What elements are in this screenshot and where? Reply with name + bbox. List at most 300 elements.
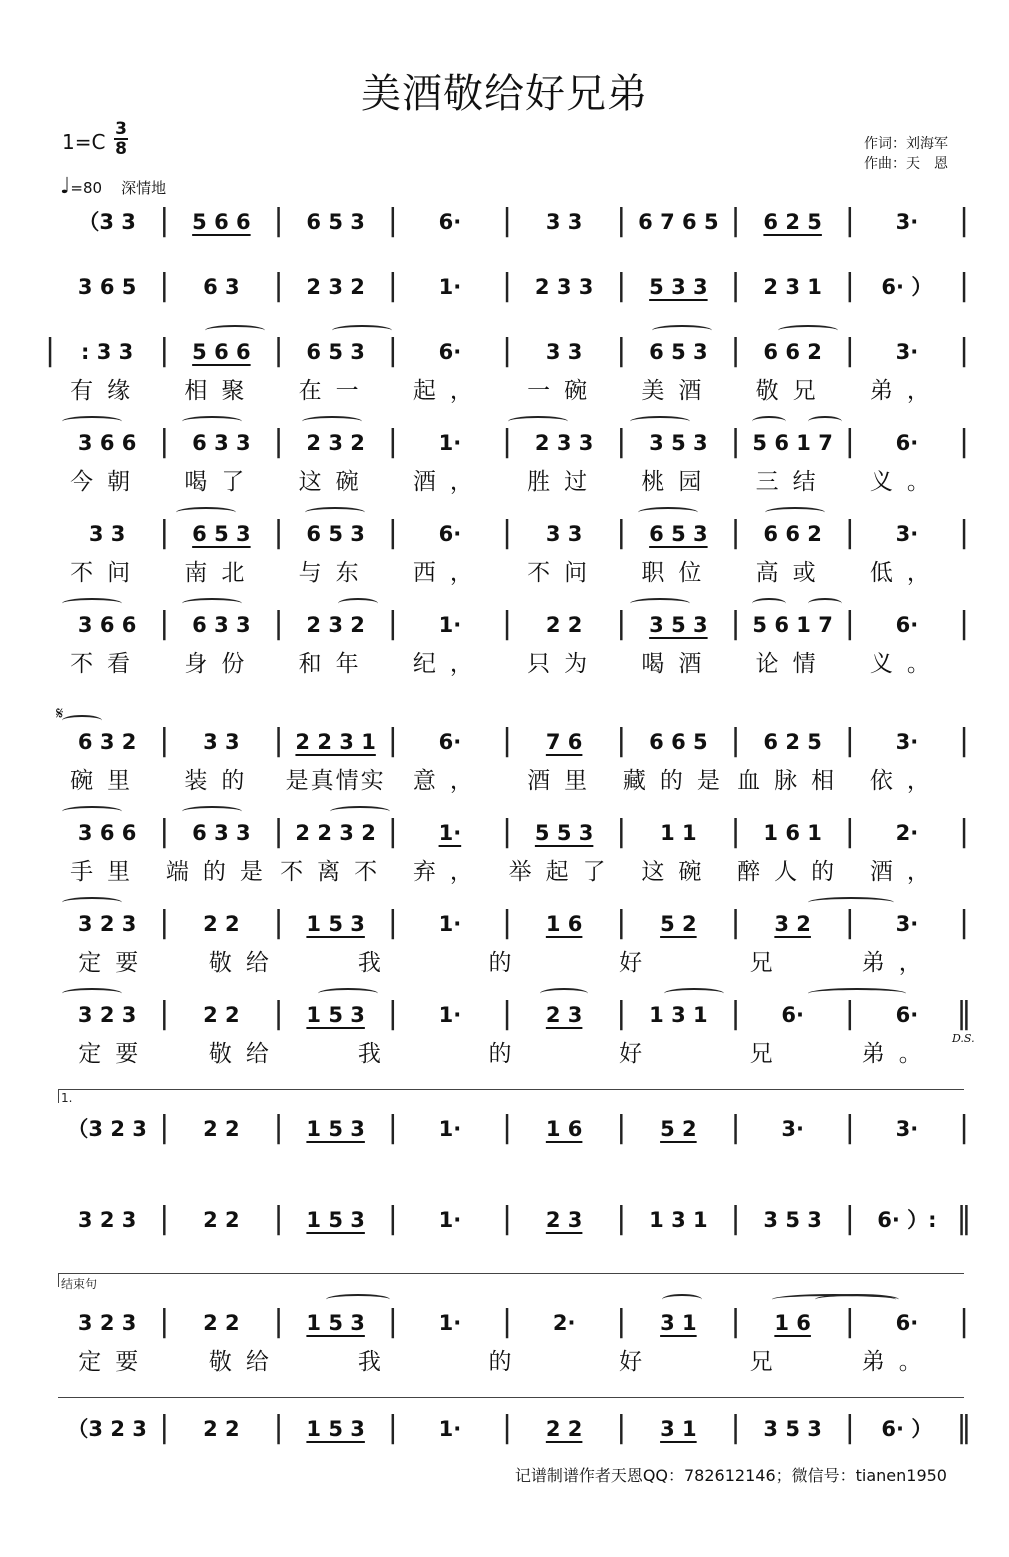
measure-notes: 6 5 3 (306, 522, 365, 546)
notation-row (0, 995, 1009, 1035)
measure-notes: 3· (781, 1117, 804, 1141)
lyric-word: 酒里 (527, 768, 602, 794)
measure-notes: 1· (438, 912, 462, 936)
bar-line: | (616, 268, 627, 303)
bar-line: | (159, 333, 170, 368)
measure-notes: 5 6 1 7 (752, 613, 833, 637)
slur-arc (62, 598, 122, 609)
measure-notes: 2 3 3 (534, 275, 594, 299)
measure-notes: 3 3 (88, 522, 126, 546)
bar-line: | (616, 1304, 627, 1339)
bar-line: | (501, 203, 513, 238)
slur-arc (302, 416, 362, 427)
slur-arc (182, 806, 242, 817)
measure-notes: 1 5 3 (306, 912, 365, 936)
bar-line: | (273, 333, 284, 368)
slur-arc (765, 507, 825, 518)
bar-line: | (159, 1110, 170, 1145)
bar-line: | (44, 333, 56, 368)
measure-notes: 2 2 (203, 1417, 240, 1441)
bar-line: | (387, 606, 398, 641)
lyric-word: 弟， (869, 378, 944, 404)
bar-line: | (273, 996, 284, 1031)
lyric-word: 醉人的 (737, 859, 849, 885)
lyric-word: 是真情实 (285, 768, 386, 794)
ending-label: 结束句 (61, 1277, 98, 1291)
time-signature-top: 3 (115, 119, 127, 139)
measure-notes: 3 6 6 (77, 821, 137, 845)
bar-line: | (730, 333, 741, 368)
credits (864, 134, 948, 174)
bar-line: | (616, 1410, 627, 1445)
lyric-word: 胜过 (527, 469, 602, 495)
notation-row (0, 722, 1009, 762)
measure-notes: 6 3 (203, 275, 240, 299)
bar-line: | (616, 1201, 627, 1236)
ending-bracket-line (58, 1273, 964, 1274)
slur-arc (62, 897, 122, 908)
bar-line: | (501, 1304, 513, 1339)
bar-line: | (958, 723, 970, 758)
time-signature (114, 120, 128, 158)
measure-notes: 6 5 3 (306, 340, 365, 364)
bar-line: | (387, 424, 398, 459)
measure-notes: 7 6 (545, 730, 583, 754)
measure-notes: 3· (895, 340, 919, 364)
notation-row (0, 267, 1009, 307)
measure-notes: 2 2 (203, 912, 240, 936)
bar-line: | (501, 1410, 513, 1445)
lyric-word: 今朝 (70, 469, 145, 495)
measure-notes: 2 3 1 (763, 275, 822, 299)
notation-row (0, 813, 1009, 853)
measure-notes: 3· (895, 912, 919, 936)
bar-line: | (273, 1201, 284, 1236)
lyric-word: 不问 (70, 560, 145, 586)
measure-notes: 5 6 6 (192, 340, 251, 364)
bar-line: | (616, 203, 627, 238)
measure-notes: 2 2 (545, 1417, 583, 1441)
lyric-word: 的 (488, 950, 526, 976)
bar-line: | (616, 723, 627, 758)
bar-line: | (387, 723, 398, 758)
bar-line: | (616, 515, 627, 550)
lyric-word: 弃， (412, 859, 487, 885)
bar-line: | (844, 333, 855, 368)
bar-line: | (159, 905, 170, 940)
measure-notes: 6· (438, 522, 462, 546)
measure-notes: 6· (895, 1311, 919, 1335)
measure-notes: 6· (438, 340, 462, 364)
bar-line: | (273, 1410, 284, 1445)
slur-arc (305, 507, 365, 518)
measure-notes: 2 3 2 (306, 613, 365, 637)
slur-arc (176, 507, 236, 518)
bar-line: | (273, 515, 284, 550)
lyric-word: 义。 (869, 469, 944, 495)
lyric-word: 西， (412, 560, 487, 586)
notation-row (0, 605, 1009, 645)
measure-notes: 6· (895, 1003, 919, 1027)
measure-notes: 3 6 6 (77, 613, 137, 637)
bar-line: | (616, 1110, 627, 1145)
bar-line: | (730, 1110, 741, 1145)
measure-notes: 1· (438, 613, 462, 637)
slur-arc (182, 598, 242, 609)
bar-line: | (501, 268, 513, 303)
slur-arc (330, 806, 390, 817)
bar-line: | (387, 1410, 398, 1445)
bar-line: | (616, 333, 627, 368)
measure-notes: 1· (438, 821, 462, 845)
lyric-word: 义。 (869, 651, 944, 677)
slur-arc (338, 598, 378, 609)
slur-arc (508, 416, 568, 427)
measure-notes: 6 2 5 (763, 210, 822, 234)
measure-notes: 1 3 1 (649, 1208, 708, 1232)
bar-line: | (958, 905, 970, 940)
measure-notes: 1· (438, 1003, 462, 1027)
measure-notes: 3 3 (545, 210, 583, 234)
bar-line: | (501, 1110, 513, 1145)
lyric-word: 举起了 (508, 859, 620, 885)
bar-line: | (387, 515, 398, 550)
measure-notes: 5 5 3 (534, 821, 594, 845)
measure-notes: 1 1 (660, 821, 697, 845)
bar-line: | (844, 424, 855, 459)
bar-line: | (730, 905, 741, 940)
lyric-word: 我 (357, 1349, 395, 1375)
lyric-word: 酒， (412, 469, 487, 495)
measure-notes: 6 3 3 (192, 613, 251, 637)
lyric-word: 敬给 (208, 950, 283, 976)
measure-notes: 2 2 (203, 1117, 240, 1141)
bar-line: | (501, 996, 513, 1031)
notation-row (0, 423, 1009, 463)
bar-line: | (616, 996, 627, 1031)
bar-line: | (958, 333, 970, 368)
measure-notes: 2 2 (203, 1208, 240, 1232)
lyric-word: 只为 (527, 651, 602, 677)
lyric-word: 的 (488, 1041, 526, 1067)
bar-line: ‖ (956, 996, 972, 1031)
composer: 作曲：天 恩 (864, 156, 948, 172)
key-signature: 1=C (62, 130, 106, 154)
bar-line: | (159, 723, 170, 758)
notation-row (0, 904, 1009, 944)
slur-arc (752, 598, 786, 609)
lyric-word: 端的是 (165, 859, 277, 885)
lyric-word: 血脉相 (737, 768, 849, 794)
measure-notes: 3 3 (545, 340, 583, 364)
measure-notes: 3 1 (660, 1417, 697, 1441)
bar-line: | (273, 814, 284, 849)
lyric-word: 手里 (70, 859, 145, 885)
measure-notes: 5 2 (660, 912, 697, 936)
bar-line: | (844, 268, 855, 303)
measure-notes: 6· (438, 730, 462, 754)
notation-row (0, 1303, 1009, 1343)
lyric-word: 一碗 (527, 378, 602, 404)
lyric-word: 美酒 (641, 378, 716, 404)
bar-line: | (159, 424, 170, 459)
measure-notes: 2 2 (203, 1003, 240, 1027)
lyric-word: 弟。 (861, 1349, 936, 1375)
bar-line: | (616, 814, 627, 849)
ending-bracket-tick (58, 1273, 59, 1287)
bar-line: | (958, 1110, 970, 1145)
bar-line: | (844, 814, 855, 849)
measure-notes: 6· (895, 431, 919, 455)
bar-line: | (159, 814, 170, 849)
bar-line: | (387, 814, 398, 849)
measure-notes: 6 6 2 (763, 522, 822, 546)
notation-row (0, 1109, 1009, 1149)
measure-notes: 3 5 3 (763, 1208, 822, 1232)
bar-line: | (387, 1201, 398, 1236)
bar-line: | (501, 723, 513, 758)
bar-line: | (958, 515, 970, 550)
measure-notes: 6· ）: (877, 1208, 937, 1232)
measure-notes: 2 3 3 (534, 431, 594, 455)
bar-line: | (387, 268, 398, 303)
lyric-word: 定要 (78, 1349, 153, 1375)
bar-line: | (730, 1410, 741, 1445)
notation-row (0, 1409, 1009, 1449)
measure-notes: 1 5 3 (306, 1117, 365, 1141)
slur-arc (815, 1294, 899, 1305)
tempo-marking (60, 174, 166, 199)
measure-notes: : 3 3 (81, 340, 134, 364)
measure-notes: 1 5 3 (306, 1208, 365, 1232)
measure-notes: 3 2 3 (77, 1003, 137, 1027)
measure-notes: 6 5 3 (306, 210, 365, 234)
bar-line: | (844, 723, 855, 758)
bar-line: | (387, 1110, 398, 1145)
bar-line: | (958, 424, 970, 459)
lyric-word: 定要 (78, 950, 153, 976)
slur-arc (62, 416, 122, 427)
slur-arc (205, 325, 265, 336)
lyric-word: 敬兄 (755, 378, 830, 404)
slur-arc (808, 897, 894, 908)
slur-arc (326, 1294, 390, 1305)
bar-line: | (387, 905, 398, 940)
measure-notes: 5 3 3 (649, 275, 708, 299)
measure-notes: 3 6 5 (77, 275, 137, 299)
measure-notes: 6 7 6 5 (638, 210, 719, 234)
measure-notes: 1· (438, 275, 462, 299)
measure-notes: 6 3 2 (77, 730, 137, 754)
slur-arc (332, 325, 392, 336)
lyric-word: 这碗 (298, 469, 373, 495)
lyric-word: 有缘 (70, 378, 145, 404)
lyric-word: 喝酒 (641, 651, 716, 677)
slur-arc (752, 416, 786, 427)
lyric-word: 好 (619, 1041, 657, 1067)
lyric-word: 兄 (749, 1349, 787, 1375)
lyric-word: 我 (357, 950, 395, 976)
measure-notes: 3 2 3 (77, 1208, 137, 1232)
bar-line: | (616, 606, 627, 641)
slur-arc (808, 988, 906, 999)
measure-notes: 1 6 (545, 912, 583, 936)
slur-arc (62, 988, 122, 999)
measure-notes: 2· (552, 1311, 576, 1335)
lyric-word: 纪， (412, 651, 487, 677)
bar-line: | (730, 268, 741, 303)
bar-line: | (273, 606, 284, 641)
bar-line: ‖ (956, 1410, 972, 1445)
lyricist: 作词：刘海军 (864, 136, 948, 152)
bar-line: | (730, 1201, 741, 1236)
bar-line: | (844, 905, 855, 940)
lyric-word: 弟， (861, 950, 936, 976)
measure-notes: 6 6 2 (763, 340, 822, 364)
measure-notes: 2 3 2 (306, 275, 365, 299)
bar-line: | (844, 996, 855, 1031)
measure-notes: 3· (895, 1117, 919, 1141)
lyric-word: 装的 (184, 768, 259, 794)
bar-line: | (387, 996, 398, 1031)
slur-arc (808, 416, 842, 427)
measure-notes: 3 6 6 (77, 431, 137, 455)
slur-arc (808, 598, 842, 609)
slur-arc (778, 325, 838, 336)
bar-line: | (387, 1304, 398, 1339)
lyric-word: 好 (619, 950, 657, 976)
notation-row (0, 514, 1009, 554)
slur-arc (664, 988, 724, 999)
lyric-word: 桃园 (641, 469, 716, 495)
bar-line: | (844, 1304, 855, 1339)
volta-number: 1. (61, 1091, 73, 1105)
bar-line: | (958, 203, 970, 238)
lyric-word: 与东 (298, 560, 373, 586)
measure-notes: 3 5 3 (649, 613, 708, 637)
bar-line: | (730, 723, 741, 758)
measure-notes: 3· (895, 210, 919, 234)
bar-line: | (730, 1304, 741, 1339)
bar-line: | (273, 268, 284, 303)
measure-notes: 6 3 3 (192, 821, 251, 845)
measure-notes: 3 1 (660, 1311, 697, 1335)
ending-bracket-line-2 (58, 1397, 964, 1398)
bar-line: | (501, 1201, 513, 1236)
bar-line: | (273, 723, 284, 758)
bar-line: | (730, 424, 741, 459)
measure-notes: 6 2 5 (763, 730, 822, 754)
bar-line: | (273, 424, 284, 459)
lyric-word: 敬给 (208, 1349, 283, 1375)
measure-notes: 3· (895, 730, 919, 754)
quarter-note-icon: ♩ (60, 174, 71, 199)
slur-arc (62, 715, 102, 726)
measure-notes: 3· (895, 522, 919, 546)
measure-notes: 3 5 3 (763, 1417, 822, 1441)
expression-mark: 深情地 (121, 179, 167, 197)
lyric-word: 好 (619, 1349, 657, 1375)
measure-notes: 1· (438, 1311, 462, 1335)
bar-line: | (844, 515, 855, 550)
bar-line: | (387, 333, 398, 368)
notation-row (0, 332, 1009, 372)
lyric-word: 高或 (755, 560, 830, 586)
bar-line: | (730, 606, 741, 641)
bar-line: | (273, 203, 284, 238)
measure-notes: 3 3 (203, 730, 240, 754)
measure-notes: （3 2 3 (67, 1117, 147, 1141)
bar-line: | (159, 268, 170, 303)
lyric-word: 依， (869, 768, 944, 794)
lyric-word: 定要 (78, 1041, 153, 1067)
bar-line: | (273, 1304, 284, 1339)
measure-notes: 3 2 3 (77, 1311, 137, 1335)
lyric-word: 在一 (298, 378, 373, 404)
slur-arc (630, 416, 690, 427)
notation-row (0, 1200, 1009, 1240)
volta-bracket-tick (58, 1089, 59, 1103)
bar-line: | (159, 515, 170, 550)
slur-arc (662, 1294, 702, 1305)
bar-line: | (844, 1201, 855, 1236)
measure-notes: 2· (895, 821, 919, 845)
bar-line: | (730, 814, 741, 849)
time-signature-bottom: 8 (115, 139, 127, 159)
slur-arc (630, 598, 690, 609)
bar-line: | (844, 203, 855, 238)
ds-mark: D.S. (952, 1032, 975, 1045)
bar-line: | (501, 814, 513, 849)
measure-notes: 1 6 (774, 1311, 811, 1335)
slur-arc (540, 988, 588, 999)
measure-notes: 3 2 (774, 912, 811, 936)
footer-credit: 记谱制谱作者天恩QQ：782612146；微信号：tianen1950 (514, 1466, 947, 1485)
lyric-word: 南北 (184, 560, 259, 586)
bar-line: | (616, 424, 627, 459)
lyric-word: 酒， (869, 859, 944, 885)
lyric-word: 论情 (755, 651, 830, 677)
bar-line: | (958, 1304, 970, 1339)
measure-notes: 5 6 6 (192, 210, 251, 234)
bar-line: | (159, 1201, 170, 1236)
measure-notes: 6· (895, 613, 919, 637)
bar-line: ‖ (956, 1201, 972, 1236)
song-title: 美酒敬给好兄弟 (361, 71, 648, 117)
bar-line: | (159, 1410, 170, 1445)
measure-notes: 2 2 3 1 (295, 730, 376, 754)
bar-line: | (958, 814, 970, 849)
measure-notes: 3 2 3 (77, 912, 137, 936)
bar-line: | (501, 606, 513, 641)
lyric-word: 身份 (184, 651, 259, 677)
lyric-word: 意， (412, 768, 487, 794)
lyric-word: 这碗 (641, 859, 716, 885)
measure-notes: 6· ） (881, 1417, 933, 1441)
lyric-word: 低， (869, 560, 944, 586)
measure-notes: 6 5 3 (192, 522, 251, 546)
bar-line: | (159, 1304, 170, 1339)
measure-notes: 2 2 3 2 (295, 821, 376, 845)
lyric-word: 碗里 (70, 768, 145, 794)
lyric-word: 和年 (298, 651, 373, 677)
lyric-word: 喝了 (184, 469, 259, 495)
lyric-word: 我 (357, 1041, 395, 1067)
lyric-word: 的 (488, 1349, 526, 1375)
bar-line: | (501, 905, 513, 940)
bar-line: | (273, 905, 284, 940)
bar-line: | (273, 1110, 284, 1145)
